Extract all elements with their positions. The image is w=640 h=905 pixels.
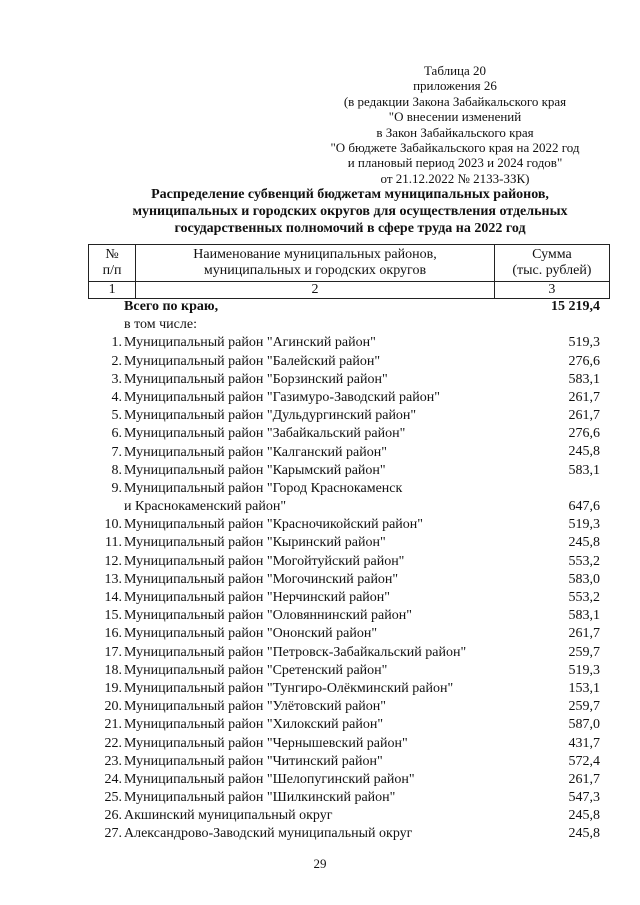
- table-row: [100, 589, 600, 607]
- row-value: 153,1: [568, 680, 600, 696]
- row-name: Акшинский муниципальный округ: [124, 808, 333, 824]
- table-row: [100, 480, 600, 516]
- row-number: 26.: [104, 808, 122, 824]
- row-name: Муниципальный район "Ононский район": [124, 626, 378, 642]
- row-name: Муниципальный район "Могойтуйский район": [124, 553, 405, 569]
- row-number: 20.: [104, 699, 122, 715]
- row-number: 23.: [104, 753, 122, 769]
- table-row: [100, 644, 600, 662]
- row-name-line: и Краснокаменский район": [124, 499, 287, 515]
- row-number: 24.: [104, 771, 122, 787]
- row-value: 431,7: [568, 735, 600, 751]
- total-value: 15 219,4: [551, 299, 600, 314]
- table-row: [100, 516, 600, 534]
- row-number: 17.: [104, 644, 122, 660]
- row-name: Александрово-Заводский муниципальный округ: [124, 826, 413, 842]
- row-value: 572,4: [568, 753, 600, 769]
- table-row: [100, 571, 600, 589]
- row-value: 261,7: [568, 626, 600, 642]
- row-value: 647,6: [568, 499, 600, 515]
- document-heading: [300, 63, 610, 186]
- row-number: 25.: [104, 790, 122, 806]
- table-row: [100, 462, 600, 480]
- row-number: 18.: [104, 662, 122, 678]
- header-text: п/п: [102, 263, 122, 278]
- header-sum-cell: [494, 245, 609, 282]
- header-text: Наименование муниципальных районов,: [193, 247, 437, 262]
- row-name: Муниципальный район "Шилкинский район": [124, 790, 396, 806]
- row-number: 19.: [104, 680, 122, 696]
- row-name-line: Муниципальный район "Город Краснокаменск: [124, 480, 403, 496]
- row-number: 5.: [111, 408, 122, 424]
- row-name: Муниципальный район "Улётовский район": [124, 699, 386, 715]
- table-row: [100, 607, 600, 625]
- row-value: 583,1: [568, 371, 600, 387]
- row-name: Муниципальный район "Борзинский район": [124, 371, 388, 387]
- row-value: 553,2: [568, 590, 600, 605]
- row-value: 276,6: [568, 353, 600, 369]
- table-row: [100, 553, 600, 571]
- row-name: Муниципальный район "Шелопугинский район": [124, 771, 415, 787]
- row-number: 12.: [104, 553, 122, 569]
- table-row: [100, 662, 600, 680]
- row-number: 2.: [111, 353, 122, 369]
- row-number: 1.: [111, 335, 122, 351]
- table-row: [100, 407, 600, 425]
- row-name: Муниципальный район "Тунгиро-Олёкминский район": [124, 680, 454, 696]
- header-text: Сумма: [532, 247, 572, 262]
- header-number-cell: [89, 245, 136, 282]
- row-number: 14.: [104, 590, 122, 606]
- title-line: Распределение субвенций бюджетам муниципальных районов,: [151, 187, 549, 202]
- subtitle-row: [100, 316, 600, 334]
- row-number: 9.: [111, 480, 122, 496]
- row-value: 587,0: [568, 717, 600, 733]
- table-header: [88, 244, 610, 299]
- table-row: [100, 353, 600, 371]
- total-label: Всего по краю,: [124, 299, 219, 314]
- row-name: Муниципальный район "Красночикойский район": [124, 517, 423, 533]
- table-row: [100, 771, 600, 789]
- row-name: Муниципальный район "Дульдургинский район": [124, 408, 417, 424]
- table-row: [100, 534, 600, 552]
- table-row: [100, 444, 600, 462]
- row-value: 276,6: [568, 426, 600, 442]
- heading-line: Таблица 20: [423, 63, 487, 78]
- row-name: [124, 480, 544, 516]
- heading-line: "О бюджете Забайкальского края на 2022 год: [330, 140, 580, 156]
- row-number: 10.: [104, 517, 122, 533]
- row-name: Муниципальный район "Чернышевский район": [124, 735, 408, 751]
- table-row: [100, 825, 600, 843]
- row-number: 11.: [105, 535, 122, 551]
- row-number: 7.: [111, 444, 122, 460]
- table-row: [100, 425, 600, 443]
- row-value: 583,1: [568, 608, 600, 624]
- table-row: [100, 389, 600, 407]
- row-name: Муниципальный район "Кыринский район": [124, 535, 386, 551]
- row-value: 245,8: [568, 826, 600, 842]
- row-number: 8.: [111, 462, 122, 478]
- row-value: 259,7: [568, 699, 600, 715]
- row-value: 553,2: [568, 553, 600, 569]
- row-name: Муниципальный район "Сретенский район": [124, 662, 388, 678]
- table-row: [100, 371, 600, 389]
- heading-line: приложения 26: [413, 78, 497, 94]
- heading-line: в Закон Забайкальского края: [376, 124, 534, 140]
- row-value: 259,7: [568, 644, 600, 660]
- table-row: [100, 680, 600, 698]
- table-row: [100, 789, 600, 807]
- column-number: 2: [136, 282, 495, 299]
- table-body: [100, 298, 600, 844]
- row-number: 22.: [104, 735, 122, 751]
- table-row: [100, 807, 600, 825]
- row-name: Муниципальный район "Читинский район": [124, 753, 383, 769]
- title-line: государственных полномочий в сфере труда на 2022 год: [174, 221, 526, 236]
- column-number: 1: [89, 282, 136, 299]
- table-row: [100, 716, 600, 734]
- column-number: 3: [494, 282, 609, 299]
- row-value: 245,8: [568, 535, 600, 551]
- row-name: Муниципальный район "Оловяннинский район": [124, 608, 412, 624]
- row-value: 519,3: [568, 662, 600, 678]
- heading-line: (в редакции Закона Забайкальского края: [343, 93, 567, 109]
- row-value: 261,7: [568, 771, 600, 787]
- row-number: 4.: [111, 389, 122, 405]
- row-name: Муниципальный район "Газимуро-Заводский район": [124, 389, 440, 405]
- row-name: Муниципальный район "Агинский район": [124, 335, 376, 351]
- row-value: 583,0: [568, 571, 600, 587]
- row-value: 245,8: [568, 444, 600, 460]
- row-number: 21.: [104, 717, 122, 733]
- header-text: муниципальных и городских округов: [203, 263, 427, 278]
- row-name: Муниципальный район "Балейский район": [124, 353, 381, 369]
- title-line: муниципальных и городских округов для осуществления отдельных: [132, 204, 568, 219]
- row-name: Муниципальный район "Забайкальский район": [124, 426, 406, 442]
- header-text: (тыс. рублей): [512, 263, 592, 278]
- row-value: 245,8: [568, 808, 600, 824]
- row-value: 519,3: [568, 517, 600, 533]
- header-name-cell: [136, 245, 495, 282]
- row-value: 583,1: [568, 462, 600, 478]
- page-number: 29: [313, 856, 327, 871]
- heading-line: "О внесении изменений: [388, 109, 522, 125]
- row-name: Муниципальный район "Калганский район": [124, 444, 387, 460]
- row-name: Муниципальный район "Хилокский район": [124, 717, 384, 733]
- header-text: №: [105, 247, 119, 262]
- row-name: Муниципальный район "Карымский район": [124, 462, 386, 478]
- row-name: Муниципальный район "Могочинский район": [124, 571, 399, 587]
- row-number: 27.: [104, 826, 122, 842]
- row-number: 15.: [104, 608, 122, 624]
- document-title: [60, 186, 640, 237]
- heading-line: от 21.12.2022 № 2133-ЗЗК): [380, 170, 530, 186]
- row-name: Муниципальный район "Нерчинский район": [124, 590, 390, 606]
- total-row: [100, 298, 600, 316]
- table-row: [100, 698, 600, 716]
- table-row: [100, 625, 600, 643]
- table-row: [100, 753, 600, 771]
- row-value: 261,7: [568, 408, 600, 424]
- table-row: [100, 334, 600, 352]
- row-number: 6.: [111, 426, 122, 442]
- subtitle-label: в том числе:: [124, 317, 197, 333]
- row-value: 547,3: [568, 790, 600, 806]
- row-number: 16.: [104, 626, 122, 642]
- row-number: 13.: [104, 571, 122, 587]
- table-row: [100, 735, 600, 753]
- row-value: 519,3: [568, 335, 600, 351]
- row-number: 3.: [111, 371, 122, 387]
- row-name: Муниципальный район "Петровск-Забайкальский район": [124, 644, 467, 660]
- row-value: 261,7: [568, 389, 600, 405]
- heading-line: и плановый период 2023 и 2024 годов": [347, 155, 563, 171]
